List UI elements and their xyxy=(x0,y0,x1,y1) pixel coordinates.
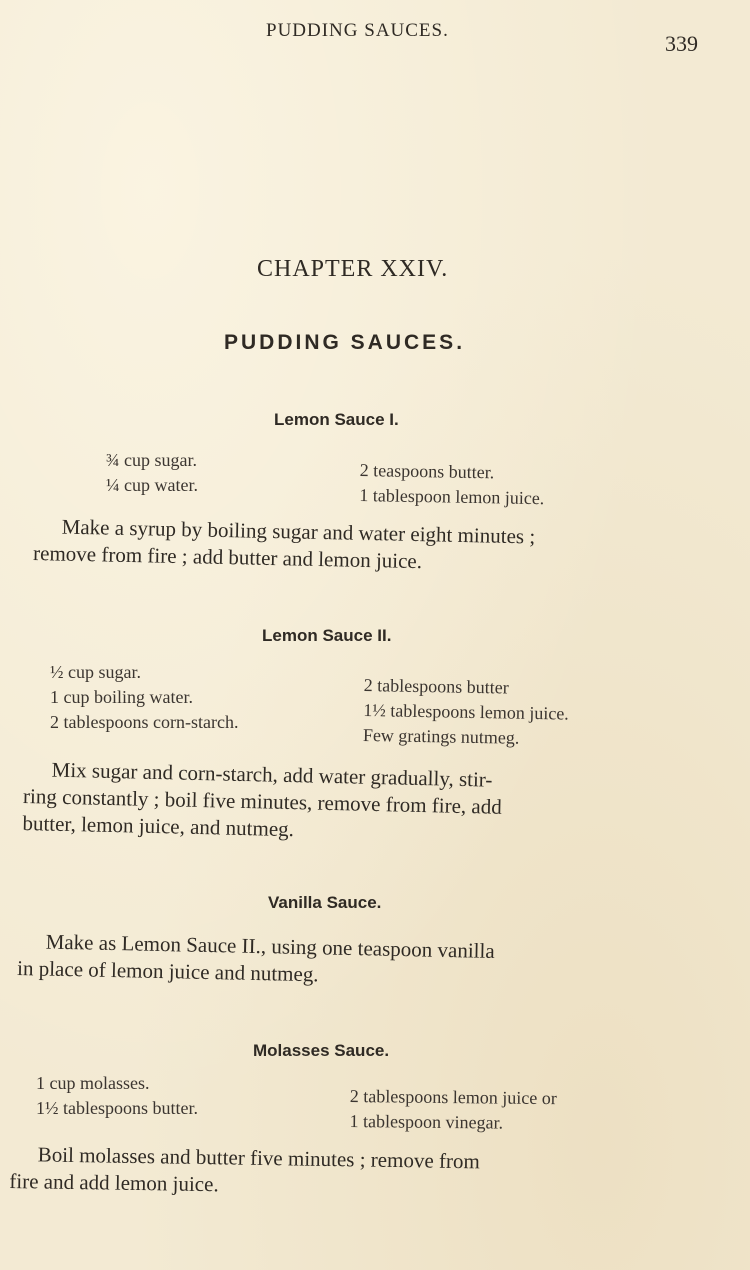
directions-line: Boil molasses and butter five minutes ; remove from xyxy=(37,1142,481,1174)
running-head: PUDDING SAUCES. xyxy=(266,20,449,41)
directions-line: ring constantly ; boil five minutes, remove from fire, add xyxy=(22,783,503,819)
ingredient: Few gratings nutmeg. xyxy=(362,724,520,748)
ingredient: 1 cup boiling water. xyxy=(50,687,193,707)
directions xyxy=(22,756,503,848)
ingredients-right xyxy=(363,673,570,752)
directions xyxy=(9,1141,480,1202)
ingredient: 2 tablespoons lemon juice or xyxy=(349,1085,557,1109)
recipe-title-lemon-sauce-2: Lemon Sauce II. xyxy=(262,626,392,645)
ingredient: ½ cup sugar. xyxy=(50,662,141,682)
ingredient: 2 tablespoons butter xyxy=(363,674,509,698)
ingredient: ¼ cup water. xyxy=(106,475,198,495)
directions-line: fire and add lemon juice. xyxy=(9,1168,219,1197)
directions-line: Make a syrup by boiling sugar and water eight minutes ; xyxy=(61,514,536,549)
chapter-title: PUDDING SAUCES. xyxy=(224,331,466,354)
recipe-title-lemon-sauce-1: Lemon Sauce I. xyxy=(274,410,399,429)
directions-line: in place of lemon juice and nutmeg. xyxy=(16,955,319,987)
directions-line: Make as Lemon Sauce II., using one teaspoon vanilla xyxy=(45,929,495,963)
recipe-title-molasses-sauce: Molasses Sauce. xyxy=(253,1041,390,1060)
ingredient: 1 tablespoon lemon juice. xyxy=(359,484,545,509)
ingredient: ¾ cup sugar. xyxy=(106,450,197,470)
ingredient: 2 tablespoons corn-starch. xyxy=(50,712,239,732)
page-number: 339 xyxy=(665,31,698,56)
ingredient: 1½ tablespoons lemon juice. xyxy=(363,699,569,724)
directions xyxy=(33,513,536,577)
ingredient: 1 tablespoon vinegar. xyxy=(349,1110,504,1133)
directions-line: remove from fire ; add butter and lemon juice. xyxy=(32,540,423,574)
ingredient: 1½ tablespoons butter. xyxy=(36,1098,198,1118)
chapter-heading: CHAPTER XXIV. xyxy=(257,256,449,282)
ingredients-left xyxy=(36,1071,198,1121)
directions-line: Mix sugar and corn-starch, add water gradually, stir- xyxy=(51,757,493,792)
ingredients-left xyxy=(50,660,238,735)
ingredient: 2 teaspoons butter. xyxy=(359,459,495,483)
ingredients-right xyxy=(359,458,545,511)
ingredients-right xyxy=(349,1084,556,1136)
directions-line: butter, lemon juice, and nutmeg. xyxy=(22,810,295,842)
ingredient: 1 cup molasses. xyxy=(36,1073,150,1093)
directions xyxy=(17,928,495,992)
ingredients-left xyxy=(106,448,198,498)
recipe-title-vanilla-sauce: Vanilla Sauce. xyxy=(268,893,382,912)
